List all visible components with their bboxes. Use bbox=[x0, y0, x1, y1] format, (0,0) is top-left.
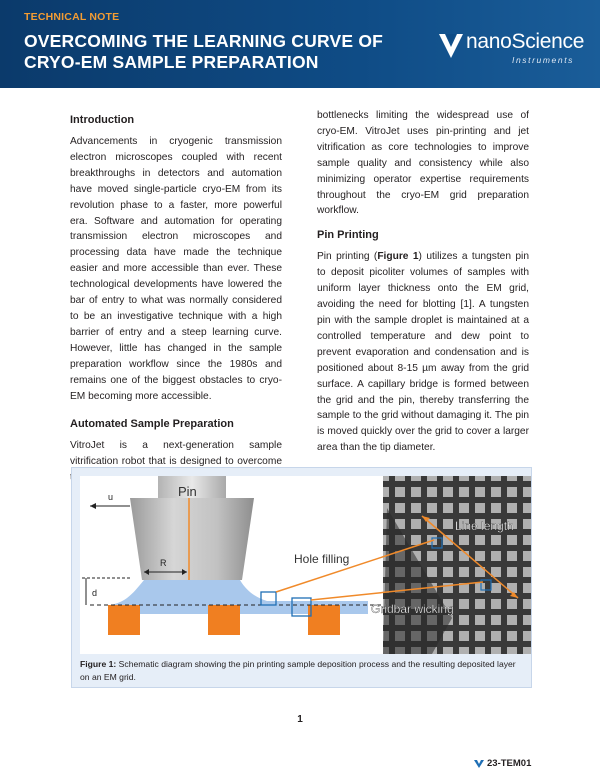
document-id: 23-TEM01 bbox=[487, 758, 532, 769]
document-id-icon bbox=[474, 759, 484, 769]
header-banner bbox=[0, 0, 600, 88]
caption-text: Schematic diagram showing the pin printing sample deposition process and the resulting deposited layer on an EM grid. bbox=[80, 659, 516, 682]
grid-bar-2 bbox=[208, 605, 240, 635]
velocity-label: u bbox=[108, 492, 114, 502]
grid-bar-1 bbox=[108, 605, 140, 635]
gridbar-wicking-label: Gridbar wicking bbox=[371, 602, 454, 616]
grid-bar-3 bbox=[308, 605, 340, 635]
logo-wordmark: nanoScience bbox=[466, 30, 585, 53]
figure-1 bbox=[71, 467, 532, 688]
pin-printing-heading: Pin Printing bbox=[317, 229, 379, 242]
figure-caption bbox=[80, 658, 520, 684]
automated-sample-preparation-heading: Automated Sample Preparation bbox=[70, 418, 234, 431]
logo-subtitle: Instruments bbox=[512, 55, 575, 65]
company-logo bbox=[437, 28, 587, 68]
pin-label: Pin bbox=[178, 484, 197, 499]
radius-label: R bbox=[160, 558, 167, 568]
caption-label: Figure 1: bbox=[80, 659, 117, 669]
pin-text-rest: ) utilizes a tungsten pin to deposit picoliter volumes of samples with uniform layer thickness onto the EM grid, avoiding the need for blotting [1]. A tungsten pin with the sample droplet is maintained at a controlled temperature and dew point to prevent evaporation and condensation and is positioned about 8-15 µm away from the grid surface. A capillary bridge is formed between the grid and the pin, thereby transferring the sample to the grid without damaging it. The pin is moved quickly over the grid to cover a larger area than the tip diameter. bbox=[317, 251, 529, 454]
distance-label: d bbox=[92, 588, 98, 598]
introduction-paragraph: Advancements in cryogenic transmission electron microscopes coupled with recent breakthroughs in detectors and automation have moved single-particle cryo-EM from its revolution phase to a faster, more powerful era. Software and automation for operating transmission electron microscopes and processing data have made the technique easier and more accessible than ever. These technological developments have lowered the bar of entry to what was normally considered to be an investigative technique with a high barrier of entry and a steep learning curve. However, little has changed in the sample preparation workflow since the 1980s and remains one of the biggest obstacles to cryo-EM becoming more accessible. bbox=[70, 136, 282, 402]
line-length-label: Line length bbox=[455, 519, 514, 533]
right-column bbox=[317, 108, 529, 456]
em-grid-micrograph bbox=[383, 476, 531, 654]
pin-body bbox=[130, 498, 254, 580]
hole-filling-label: Hole filling bbox=[294, 552, 350, 566]
continued-paragraph: bottlenecks limiting the widespread use of cryo-EM. VitroJet uses pin-printing and jet vitrification as core technologies to improve sample quality and consistency while also minimizing operator expertise requirements throughout the cryo-EM grid preparation workflow. bbox=[317, 110, 529, 217]
nanoscience-logo-icon bbox=[437, 30, 467, 60]
page-number: 1 bbox=[297, 714, 303, 725]
left-column bbox=[70, 113, 282, 486]
pin-printing-paragraph bbox=[317, 249, 529, 456]
introduction-heading: Introduction bbox=[70, 114, 135, 126]
automated-sample-preparation-paragraph: VitroJet is a next-generation sample vitrification robot that is designed to overcome bbox=[70, 440, 282, 468]
figure-reference: Figure 1 bbox=[377, 251, 419, 263]
page-title: OVERCOMING THE LEARNING CURVE OF CRYO-EM SAMPLE PREPARATION bbox=[24, 31, 384, 72]
pin-printing-schematic bbox=[72, 468, 531, 687]
pin-text-start: Pin printing ( bbox=[317, 251, 378, 263]
document-type-label: TECHNICAL NOTE bbox=[24, 11, 120, 23]
